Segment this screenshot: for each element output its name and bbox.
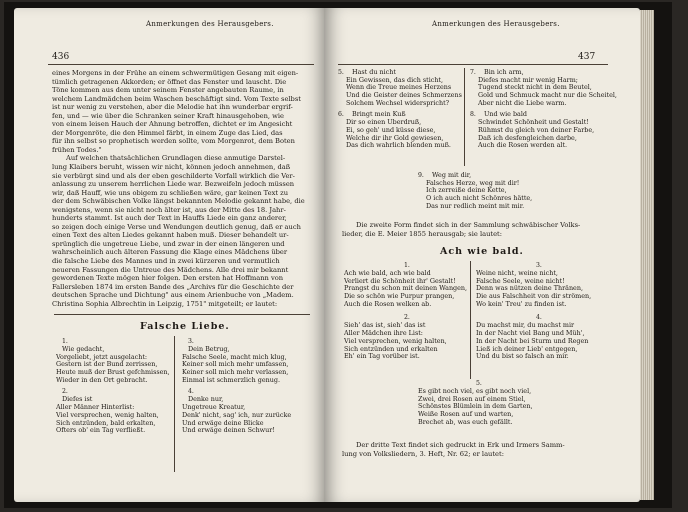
poem-line: Viel versprechen, wenig halten,	[344, 337, 447, 345]
page-number-left: 436	[52, 52, 70, 62]
page-edges	[640, 10, 654, 500]
column-divider	[174, 336, 175, 472]
poem-line: Keiner soll mich mehr umfassen,	[182, 361, 289, 369]
poem-line: Einmal ist schmerzlich genug.	[182, 376, 280, 384]
body-line: wir, daß Hauff, wie uns obigem zu schließen wäre, gar keinen Text zu	[52, 188, 288, 197]
song-center-stanza	[418, 380, 533, 426]
poem-line: Denk' nicht, sag' ich, nur zurücke	[182, 411, 292, 419]
header-rule-left	[48, 64, 314, 65]
poem-line: Bin ich arm,	[484, 69, 524, 76]
poem-line: Dein Betrug,	[188, 346, 230, 353]
column-divider	[464, 68, 465, 166]
body-line: deutschen Sprache und Dichtung" aus einem Arienbuche von „Madem.	[52, 291, 294, 300]
body-line: gewordenen Texte mögen hier folgen. Den ersten hat Hoffmann von	[52, 274, 284, 283]
poem-line: Wo kein' Treu' zu finden ist.	[476, 300, 567, 308]
poem-title: Falsche Liebe.	[140, 321, 230, 332]
body-line: wenigstens, wenn sie nicht noch älter ist, aus der Mitte des 18. Jahr-	[52, 205, 286, 214]
header-rule-right	[338, 64, 608, 65]
poem-line: Und die Geister deines Schmerzens	[346, 92, 462, 100]
body-line: tümlich getragenen Akkorden; er öffnet das Fenster und lauscht. Die	[52, 77, 287, 86]
body-line: Fallersleben 1874 im ersten Bande des „Archivs für die Geschichte der	[52, 282, 294, 291]
body-line: Der dritte Text findet sich gedruckt in Erk und Irmers Samm-	[356, 441, 565, 449]
poem-line: Weiße Rosen auf und warten,	[418, 411, 514, 419]
stanza-column-right	[470, 69, 617, 150]
stanza-number: 7.	[470, 69, 476, 76]
poem-line: Weg mit dir,	[432, 172, 472, 179]
stanza-number: 5.	[338, 69, 344, 76]
poem-line: Falsches Herze, weg mit dir!	[426, 179, 520, 187]
body-line: welchem Landmädchen beim Waschen beschäftigt sind. Vom Texte selbst	[52, 94, 301, 103]
poem-line: Und erwäge deine Blicke	[182, 419, 264, 427]
poem-line: Rühmst du gleich von deiner Farbe,	[478, 126, 595, 134]
page-number-right: 437	[578, 52, 596, 62]
poem-line: Wieder in den Ort gebracht.	[56, 376, 148, 384]
closing-paragraph	[342, 441, 565, 458]
poem-line: Falsche Seele, macht mich klug,	[182, 353, 287, 361]
poem-line: Sich entzünden, bald erkalten,	[56, 419, 156, 427]
poem-line: Bringt mein Kuß	[352, 111, 406, 119]
body-line: fen, und — wie über die Schranken seiner Kraft hinausgehoben, wie	[52, 111, 284, 120]
poem-line: Das dich wahrlich blenden muß.	[346, 142, 451, 150]
poem-line: Brechet ab, was euch gefällt.	[418, 418, 513, 426]
poem-line: Denn was nützen deine Thränen,	[476, 285, 583, 293]
body-line: lieder, die E. Meier 1855 herausgab; sie lautet:	[342, 229, 502, 238]
poem-line: O ich auch nicht Schönres hätte,	[426, 195, 533, 203]
poem-line: Prangst du schon mit deinen Wangen,	[344, 285, 468, 293]
poem-line: Ließ ich deiner Lieb' entgegen,	[476, 345, 578, 353]
song-title: Ach wie bald.	[440, 246, 524, 257]
poem-line: Aller Männer Hinterlist:	[56, 404, 135, 412]
poem-line: Wenn die Treue meines Herzens	[346, 84, 452, 92]
stanza-number: 8.	[470, 111, 476, 119]
body-line: der Morgenröte, die den Himmel färbt, in einem Zuge das Lied, das	[52, 128, 283, 137]
stanza-number: 2.	[404, 314, 410, 322]
right-page	[324, 8, 640, 502]
poem-line: Die aus Falschheit von dir strömen,	[476, 293, 592, 301]
body-line: lung Klaibers beruht, wissen wir nicht, können jedoch annehmen, daß	[52, 163, 291, 172]
poem-line: Aller Mädchen ihre List:	[344, 330, 423, 338]
stanza-number: 4.	[188, 388, 194, 396]
stanza-number: 3.	[536, 262, 542, 269]
song-column-right	[476, 262, 591, 361]
poem-line: Diefes macht mir wenig Harm;	[478, 76, 578, 84]
poem-line: Tugend steckt nicht in dem Beutel,	[478, 84, 592, 92]
poem-line: Ei, so geh' und küsse diese,	[346, 126, 436, 134]
poem-line: Hast du nicht	[352, 69, 396, 76]
body-line: so zeigen doch einige Verse und Wendungen deutlich genug, daß er auch	[52, 222, 301, 231]
stanza-number: 1.	[62, 338, 68, 345]
stanza-number: 9.	[418, 172, 424, 179]
poem-line: Schönstes Blümlein in dem Garten,	[418, 403, 533, 411]
poem-line: Denke nur,	[188, 396, 224, 404]
poem-line: Sich entzünden und erkalten	[344, 345, 438, 353]
body-line: frühen Todes."	[52, 145, 102, 154]
poem-line: Gestern ist der Bund zerrissen,	[56, 361, 158, 369]
body-line: ist nur wenig zu verstehen, aber die Melodie hat ihn wunderbar ergrif-	[52, 103, 293, 112]
stanza-number: 5.	[476, 380, 482, 387]
poem-line: Keiner soll mich mehr verlassen,	[182, 369, 289, 377]
poem-line: Weine nicht, weine nicht,	[476, 270, 558, 277]
body-line: Christina Sophia Albrechtin in Leipzig, 1751" mitgeteilt; er lautet:	[52, 299, 278, 308]
body-line: der dem Schwäbischen Volke längst bekannten Melodie gekannt habe, die	[52, 197, 305, 206]
poem-line: Und wie bald	[484, 111, 527, 119]
poem-line: Die so schön wie Purpur prangen,	[344, 293, 455, 301]
poem-line: Solchem Wechsel widerspricht?	[346, 99, 450, 107]
poem-column-left	[56, 338, 170, 435]
poem-line: Schwindet Schönheit und Gestalt!	[478, 119, 589, 127]
poem-line: Ein Gewissen, das dich sticht,	[346, 76, 444, 84]
poem-line: Und du bist so falsch an mir.	[476, 353, 569, 361]
poem-column-right	[182, 338, 291, 435]
body-line: lung von Volksliedern, 3. Heft, Nr. 62; er lautet:	[342, 449, 504, 458]
poem-line: Zwei, drei Rosen auf einem Stiel,	[418, 395, 526, 403]
body-line: für ihn selbst so prophetisch werden sollte, vom Morgenrot, dem Boten	[52, 137, 295, 146]
body-line: anlassung zu unserem herrlichen Liede war. Bezweifeln jedoch müssen	[52, 180, 295, 189]
poem-line: Falsche Seele, weine nicht!	[476, 277, 565, 285]
poem-line: Auch die Rosen welken ab.	[344, 300, 432, 308]
body-line: Auf welchen thatsächlichen Grundlagen diese anmutige Darstel-	[66, 154, 286, 163]
poem-line: Ungetreue Kreatur,	[182, 404, 246, 412]
poem-line: Öfters ob' ein Tag verfließt.	[56, 427, 146, 435]
body-line: neueren Fassungen die Untreue des Mädchens. Alle drei mir bekannt	[52, 265, 289, 274]
body-line: sie verbürgt sind und als der eben geschilderte Vorfall wirklich die Ver-	[52, 171, 295, 180]
running-head-right: Anmerkungen des Herausgebers.	[432, 20, 560, 28]
poem-line: In der Nacht viel Bang und Müh',	[476, 330, 585, 338]
column-divider	[470, 261, 471, 379]
body-line: die falsche Liebe des Mannes und in zwei kürzeren und vermutlich	[52, 257, 280, 266]
poem-line: Du machst mir, du machst mir	[476, 322, 575, 330]
poem-line: Es gibt noch viel, es gibt noch viel,	[418, 388, 532, 395]
body-line: sprünglich die ungetreue Liebe, und zwar in der einen längeren und	[52, 239, 285, 248]
poem-line: Und erwäge deinen Schwur!	[182, 427, 275, 435]
poem-line: Gold und Schmuck macht nur die Scheitel,	[478, 92, 617, 100]
poem-line: Sieh' das ist, sieh' das ist	[344, 322, 426, 330]
stanza-number: 2.	[62, 388, 68, 396]
stanza-number: 3.	[188, 338, 194, 345]
running-head-left: Anmerkungen des Herausgebers.	[146, 20, 274, 28]
stanza-number: 4.	[536, 314, 542, 322]
center-stanza	[418, 172, 532, 210]
body-line: von einem leisen Hauch der Ahnung betroffen, dichtet er im Angesicht	[52, 120, 293, 129]
body-line: eines Morgens in der Frühe an einem schwermütigen Gesang mit eigen-	[52, 69, 299, 77]
open-book	[4, 2, 672, 508]
poem-line: Viel versprechen, wenig halten,	[56, 411, 159, 419]
poem-line: Diefes ist	[62, 396, 93, 404]
poem-line: Ich zerreiße deine Kette,	[426, 187, 507, 195]
poem-line: Eh' ein Tag vorüber ist.	[344, 353, 420, 361]
poem-line: Aber nicht die Liebe warm.	[478, 99, 567, 107]
poem-line: Heute muß der Brust gefchmissen,	[56, 369, 170, 377]
stanza-number: 1.	[404, 262, 410, 269]
body-line: wahrscheinlich auch älteren Fassung die Klage eines Mädchens über	[52, 248, 288, 257]
left-body-text	[52, 69, 305, 308]
poem-line: Verliert die Schönheit ihr' Gestalt!	[344, 277, 456, 285]
body-line: hunderts stammt. Ist auch der Text in Hauffs Liede ein ganz anderer,	[52, 214, 287, 223]
poem-line: Wie gedacht,	[62, 346, 105, 353]
poem-line: Das nur redlich meint mit mir.	[426, 202, 525, 210]
poem-line: Dir so einen Überdruß,	[346, 119, 422, 127]
poem-line: Auch die Rosen werden alt.	[478, 142, 568, 150]
poem-divider	[54, 314, 310, 315]
body-line: einen Text des alten Liedes gekannt haben muß. Dieser behandelt ur-	[52, 231, 289, 240]
poem-line: Daß ich desfengleichen darbe,	[478, 134, 577, 142]
left-page	[14, 8, 326, 502]
poem-line: In der Nacht bei Sturm und Regen	[476, 337, 589, 345]
song-column-left	[344, 262, 467, 361]
poem-line: Ach wie bald, ach wie bald	[344, 270, 431, 277]
body-line: Die zweite Form findet sich in der Sammlung schwäbischer Volks-	[356, 221, 581, 229]
body-line: Töne kommen aus dem unter seinem Fenster angebauten Raume, in	[52, 86, 284, 95]
intro-paragraph	[342, 221, 580, 238]
poem-line: Vorgeliebt, jetzt ausgelacht:	[56, 353, 148, 361]
stanza-number: 6.	[338, 111, 344, 119]
stanza-column-left	[338, 69, 462, 150]
poem-line: Welche dir ihr Gold gewiesen,	[346, 134, 444, 142]
